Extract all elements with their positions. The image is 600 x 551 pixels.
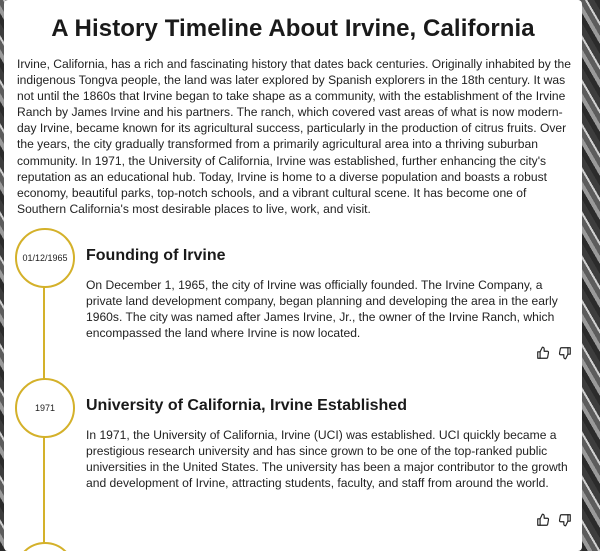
event-date: 01/12/1965 bbox=[22, 253, 68, 263]
event-date: 1971 bbox=[34, 403, 56, 413]
intro-paragraph: Irvine, California, has a rich and fascinating history that dates back centuries. Originally inhabited by the indigenous Tongva people, the land was later explored by Spanish explorers in the 18th century. It was not until the 1860s that Irvine began to take shape as a community, with the establishment of the Irvine Ranch by James Irvine and his partners. The ranch, which covered vast areas of what is now modern-day Irvine, became known for its agricultural success, particularly in the production of citrus fruits. Over the years, the city gradually transformed from a primarily agricultural area into a thriving suburban community. In 1971, the University of California, Irvine was established, further enhancing the city's reputation as an educational hub. Today, Irvine is home to a diverse population and boasts a robust economy, beautiful parks, top-notch schools, and a vibrant cultural scene. It has become one of Southern California's most desirable places to live, work, and visit. bbox=[17, 57, 571, 216]
thumbs-down-icon[interactable] bbox=[558, 513, 572, 527]
event-feedback bbox=[536, 346, 572, 360]
timeline-card bbox=[4, 0, 582, 551]
thumbs-down-icon[interactable] bbox=[558, 346, 572, 360]
event-date-circle-partial bbox=[15, 542, 75, 551]
event-date-circle bbox=[15, 228, 75, 288]
event-date-circle bbox=[15, 378, 75, 438]
thumbs-up-icon[interactable] bbox=[536, 513, 550, 527]
event-feedback bbox=[536, 513, 572, 527]
event-body: On December 1, 1965, the city of Irvine was officially founded. The Irvine Company, a private land development company, began planning and developing the area in the early 1960s. The city was named after James Irvine, Jr., the owner of the Irvine Ranch, which encompassed the land where Irvine is now located. bbox=[86, 278, 558, 341]
thumbs-up-icon[interactable] bbox=[536, 346, 550, 360]
event-body: In 1971, the University of California, Irvine (UCI) was established. UCI quickly became a prestigious research university and has since grown to be one of the top-ranked public universities in the United States. The university has been a major contributor to the growth and development of Irvine, attracting students, faculty, and staff from around the world. bbox=[86, 428, 568, 491]
event-title: University of California, Irvine Established bbox=[86, 397, 407, 414]
page-title: A History Timeline About Irvine, California bbox=[51, 15, 535, 42]
event-title: Founding of Irvine bbox=[86, 247, 226, 264]
background-right bbox=[582, 0, 600, 551]
